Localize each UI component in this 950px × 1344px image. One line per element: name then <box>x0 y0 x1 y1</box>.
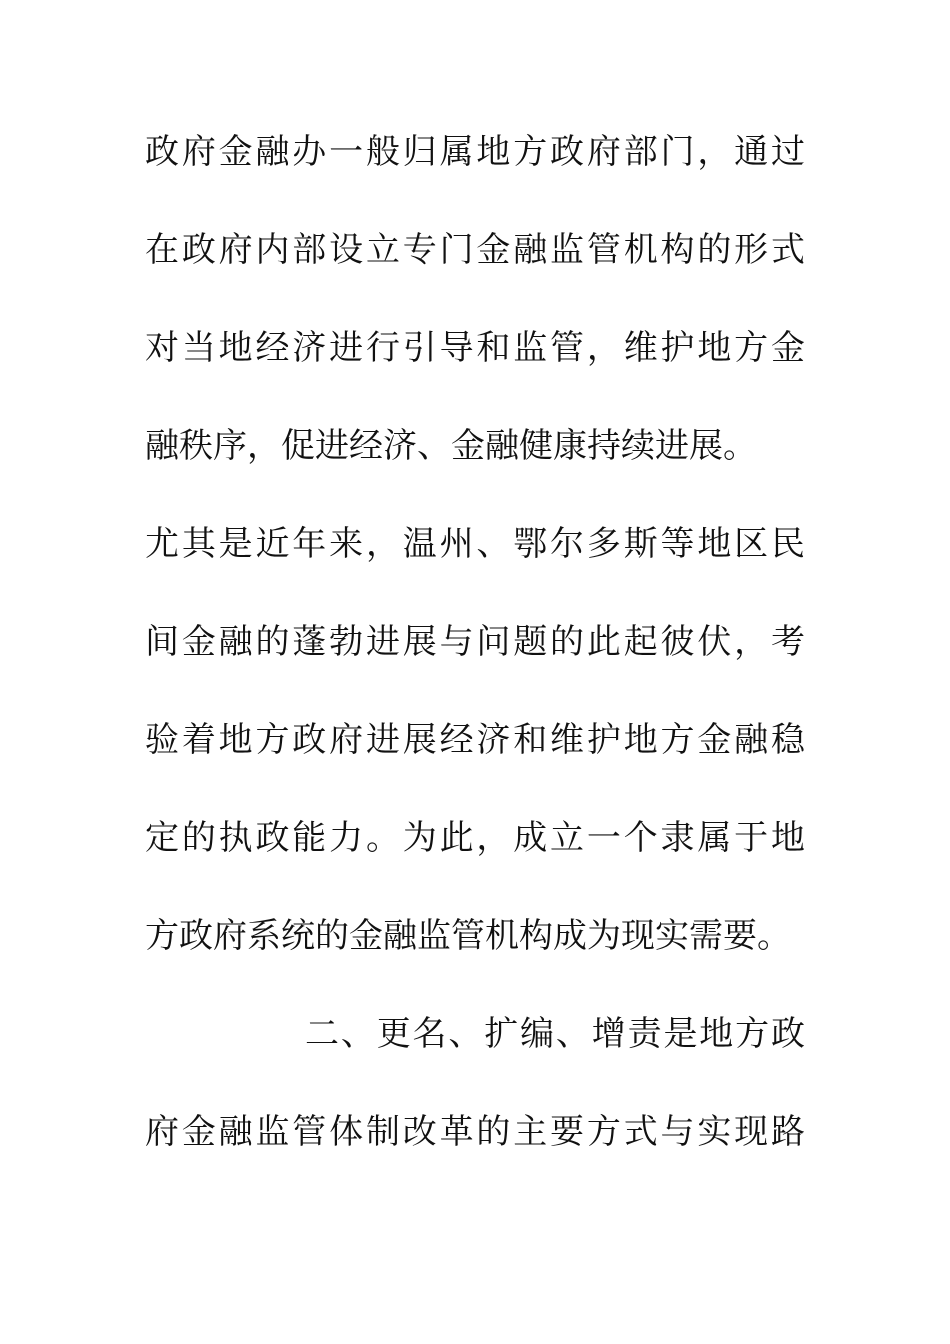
body-text-line-1: 政府金融办一般归属地方政府部门，通过 <box>145 132 805 172</box>
body-text-line-9: 方政府系统的金融监管机构成为现实需要。 <box>145 916 791 956</box>
body-text-line-4: 融秩序，促进经济、金融健康持续进展。 <box>145 426 757 466</box>
body-text-line-6: 间金融的蓬勃进展与问题的此起彼伏，考 <box>145 622 805 662</box>
section-heading-line-2: 府金融监管体制改革的主要方式与实现路 <box>145 1112 805 1152</box>
body-text-line-8: 定的执政能力。为此，成立一个隶属于地 <box>145 818 805 858</box>
body-text-line-5: 尤其是近年来，温州、鄂尔多斯等地区民 <box>145 524 805 564</box>
body-text-line-3: 对当地经济进行引导和监管，维护地方金 <box>145 328 805 368</box>
section-heading-line-1: 二、更名、扩编、增责是地方政 <box>305 1014 805 1054</box>
body-text-line-2: 在政府内部设立专门金融监管机构的形式 <box>145 230 805 270</box>
body-text-line-7: 验着地方政府进展经济和维护地方金融稳 <box>145 720 805 760</box>
